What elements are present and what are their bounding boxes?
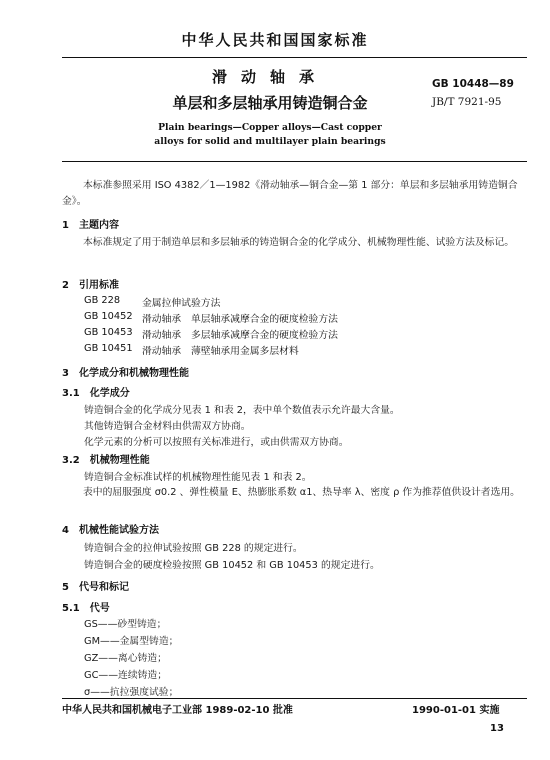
title-rule bbox=[62, 161, 527, 162]
document-title: 滑动轴承 bbox=[211, 68, 328, 86]
code-item: σ——抗拉强度试验； bbox=[84, 687, 179, 698]
section-3-2-heading: 3.2 机械物理性能 bbox=[62, 455, 150, 466]
english-title-line-1: Plain bearings—Copper alloys—Cast copper bbox=[158, 122, 382, 133]
national-standard-heading: 中华人民共和国国家标准 bbox=[181, 31, 369, 49]
english-title bbox=[130, 121, 410, 149]
standard-code-gb: GB 10448—89 bbox=[432, 78, 514, 90]
code-item: GZ——离心铸造； bbox=[84, 653, 167, 664]
code-item: GS——砂型铸造； bbox=[84, 619, 167, 630]
section-1-text: 本标准规定了用于制造单层和多层轴承的铸造铜合金的化学成分、机械物理性能、试验方法及标记。 bbox=[83, 237, 515, 248]
section-5-heading: 5 代号和标记 bbox=[62, 582, 129, 593]
ref-code: GB 228 bbox=[84, 295, 121, 306]
ref-title: 滑动轴承 薄壁轴承用金属多层材料 bbox=[142, 346, 299, 357]
section-3-1-line: 其他铸造铜合金材料由供需双方协商。 bbox=[84, 421, 251, 432]
section-2-heading: 2 引用标准 bbox=[62, 280, 119, 291]
intro-paragraph: 本标准参照采用 ISO 4382／1—1982《滑动轴承—铜合金—第 1 部分：单层和多层轴承用铸造铜合金》。 bbox=[62, 180, 518, 207]
code-item: GC——连续铸造； bbox=[84, 670, 168, 681]
standard-code-jb: JB/T 7921-95 bbox=[432, 96, 502, 108]
ref-title: 滑动轴承 单层轴承减摩合金的硬度检验方法 bbox=[142, 314, 338, 325]
section-3-1-line: 化学元素的分析可以按照有关标准进行，或由供需双方协商。 bbox=[84, 437, 349, 448]
section-3-2-paragraph: 表中的屈服强度 σ0.2 、弹性模量 E、热膨胀系数 α1、热导率 λ、密度 ρ 作为推荐值供设计者选用。 bbox=[83, 487, 520, 498]
section-5-1-heading: 5.1 代号 bbox=[62, 603, 110, 614]
code-item: GM——金属型铸造； bbox=[84, 636, 179, 647]
effective-date: 1990-01-01 实施 bbox=[412, 705, 500, 716]
section-1-heading: 1 主题内容 bbox=[62, 220, 119, 231]
ref-title: 金属拉伸试验方法 bbox=[142, 298, 221, 309]
section-3-1-line: 铸造铜合金的化学成分见表 1 和表 2，表中单个数值表示允许最大含量。 bbox=[84, 405, 400, 416]
header-rule bbox=[62, 57, 527, 58]
section-4-heading: 4 机械性能试验方法 bbox=[62, 525, 159, 536]
section-3-heading: 3 化学成分和机械物理性能 bbox=[62, 368, 189, 379]
section-3-1-heading: 3.1 化学成分 bbox=[62, 388, 130, 399]
english-title-line-2: alloys for solid and multilayer plain bearings bbox=[154, 136, 386, 147]
footer-rule bbox=[62, 698, 527, 699]
section-3-2-line: 铸造铜合金标准试样的机械物理性能见表 1 和表 2。 bbox=[84, 472, 312, 483]
section-4-line: 铸造铜合金的硬度检验按照 GB 10452 和 GB 10453 的规定进行。 bbox=[84, 560, 380, 571]
page-number: 13 bbox=[490, 723, 504, 734]
ref-title: 滑动轴承 多层轴承减摩合金的硬度检验方法 bbox=[142, 330, 338, 341]
section-4-line: 铸造铜合金的拉伸试验按照 GB 228 的规定进行。 bbox=[84, 543, 303, 554]
approval-statement: 中华人民共和国机械电子工业部 1989-02-10 批准 bbox=[62, 705, 293, 716]
document-subtitle: 单层和多层轴承用铸造铜合金 bbox=[172, 94, 368, 112]
ref-code: GB 10452 bbox=[84, 311, 133, 322]
ref-code: GB 10451 bbox=[84, 343, 133, 354]
ref-code: GB 10453 bbox=[84, 327, 133, 338]
